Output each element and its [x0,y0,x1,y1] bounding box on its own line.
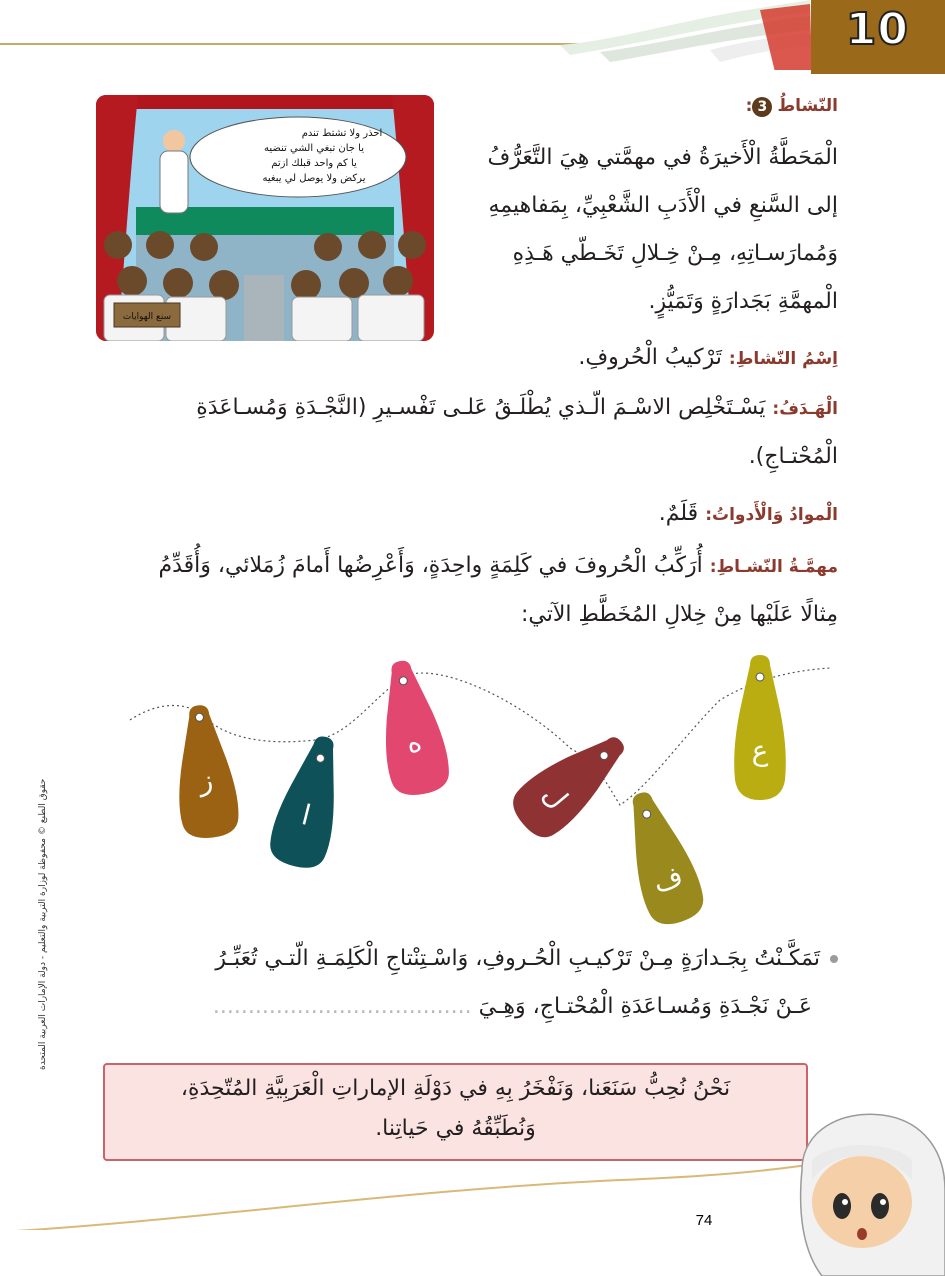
goal-line-1: يَسْـتَخْلِص الاسْـمَ الّـذي يُطْلَـقُ عَلـى تَفْسـيرِ (النَّجْـدَةِ وَمُسـاعَدَةِ [196,395,766,420]
tag-lam [504,719,640,846]
note-box [103,1063,808,1161]
bullet-line-1: تَمَكَّـنْتُ بِجَـدارَةٍ مِـنْ تَرْكيـبِ الْحُـروفِ، وَاسْـتِنْتاجِ الْكَلِمَـةِ الّتـي تُعَبِّـرُ [215,946,820,971]
materials-label: الْموادُ وَالْأَدواتُ: [705,505,838,525]
tag-letter: ع [751,734,769,767]
tag-fa [612,784,709,930]
bubble-line-1: احذر ولا تشتط تندم [301,128,383,139]
page-tab-number: 10 [845,4,909,55]
page-tab [811,0,945,74]
bullet-line-2: عَـنْ نَجْـدَةِ وَمُسـاعَدَةِ الْمُحْتـاجِ، وَهِـيَ [478,994,812,1019]
bubble-line-4: يركض ولا يوصل لي يبغيه [262,173,366,184]
activity-name-label: اِسْمُ النّشاطِ: [728,349,838,369]
task-line-2: مِثالًا عَلَيْها مِنْ خِلالِ المُخَطَّطِ الآتي: [521,602,838,627]
task-line-1: أُرَكِّبُ الْحُروفَ في كَلِمَةٍ واحِدَةٍ، وَأَعْرِضُها أَمامَ زُمَلائي، وَأُقَدِّمُ [158,553,703,578]
header-rule [0,43,600,45]
goal-label: الْهَـدَفُ: [772,399,838,419]
tag-letter: ل [536,777,575,815]
tag-letter: ا [298,798,315,832]
materials-value: قَلَمٌ. [658,501,699,526]
tag-alif [265,730,354,873]
classroom-illustration [96,95,434,341]
tag-zay [169,702,241,840]
activity-label: النّشاطُ [777,96,838,116]
activity-colon: : [745,96,753,116]
task-section [78,542,838,639]
activity-name [338,334,838,383]
paragraph-line: وَمُمارَسـاتِهِ، مِـنْ خِـلالِ تَخَـطّي هَـذِهِ [512,241,838,266]
tag-ain [734,655,786,800]
paragraph-line: الْمهمَّةِ بَجَدارَةٍ وَتَمَيُّزٍ. [648,289,838,314]
letter-tags-diagram [120,640,830,930]
tag-ha [370,656,453,799]
tag-letter: ف [648,859,687,900]
goal-section [78,384,838,481]
activity-number: 3 [752,97,772,117]
task-label: مهمَّـةُ النّشـاطِ: [709,557,838,577]
bullet-section [38,935,838,1031]
flag-decoration [560,0,820,70]
answer-blank[interactable]: ..................................... [212,994,472,1019]
bubble-line-3: يا كم واحد قبلك ازتم [271,158,357,169]
side-credit-text: حقوق الطبع © محفوظة لوزارة التربية والتعليم - دولة الإمارات العربية المتحدة [38,778,48,1070]
paragraph-line: الْمَحَطَّةُ الْأَخيرَةُ في مهمَّتي هِيَ التَّعَرُّفُ [487,145,838,170]
sign-text: سنع الهوايات [122,312,172,322]
note-line-2: وَنُطَبِّقُهُ في حَياتِنا. [375,1116,536,1141]
tag-letter: ز [197,763,215,798]
note-line-1: نَحْنُ نُحِبُّ سَنَعَنا، وَنَفْخَرُ بِهِ في دَوْلَةِ الإماراتِ الْعَرَبِيَّةِ المُتّحِدَةِ، [180,1076,731,1101]
goal-line-2: الْمُحْتـاجِ). [748,444,838,469]
bullet-dot [830,955,838,963]
boy-mascot [762,1110,945,1276]
activity-heading [438,96,838,126]
tag-letter: ه [404,724,425,760]
activity-paragraph [443,134,838,326]
activity-name-value: تَرْكيبُ الْحُروفِ. [578,345,722,370]
page-number: 74 [695,1212,713,1229]
materials-section [338,490,838,539]
paragraph-line: إلى السَّنعِ في الْأَدَبِ الشَّعْبِيِّ، بِمَفاهيمِهِ [488,193,838,218]
bubble-line-2: يا جان تبغي الشي تنضيه [263,143,365,154]
